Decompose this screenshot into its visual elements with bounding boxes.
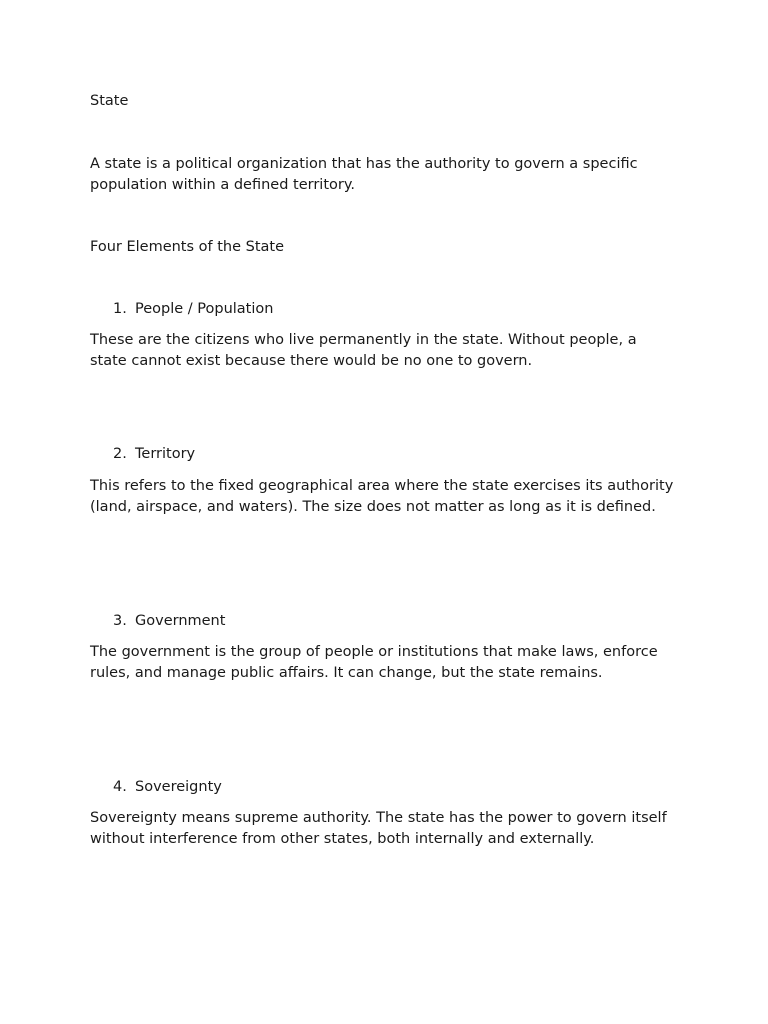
list-label: Sovereignty: [135, 779, 222, 795]
element-description: These are the citizens who live permanently in the state. Without people, a state cannot exist because there would be no one to govern.: [90, 332, 637, 369]
list-number: 1.: [113, 301, 127, 317]
element-description: This refers to the fixed geographical area where the state exercises its authority (land, airspace, and waters). The size does not matter as long as it is defined.: [90, 478, 674, 515]
list-number: 3.: [113, 613, 127, 629]
list-label: Territory: [135, 446, 196, 462]
list-item-government: [90, 611, 675, 632]
element-description: Sovereignty means supreme authority. The state has the power to govern itself without interference from other states, both internally and externally.: [90, 810, 667, 847]
list-label: Government: [135, 613, 226, 629]
element-description: The government is the group of people or institutions that make laws, enforce rules, and manage public affairs. It can change, but the state remains.: [90, 644, 658, 681]
list-item-sovereignty: [90, 777, 675, 798]
section-heading: Four Elements of the State: [90, 239, 285, 255]
list-item-territory: [90, 444, 675, 465]
definition-paragraph: A state is a political organization that has the authority to govern a specific population within a defined territory.: [90, 156, 638, 193]
document-title: State: [90, 93, 129, 109]
list-number: 4.: [113, 779, 127, 795]
list-number: 2.: [113, 446, 127, 462]
list-label: People / Population: [135, 301, 274, 317]
list-item-people: [90, 299, 675, 320]
